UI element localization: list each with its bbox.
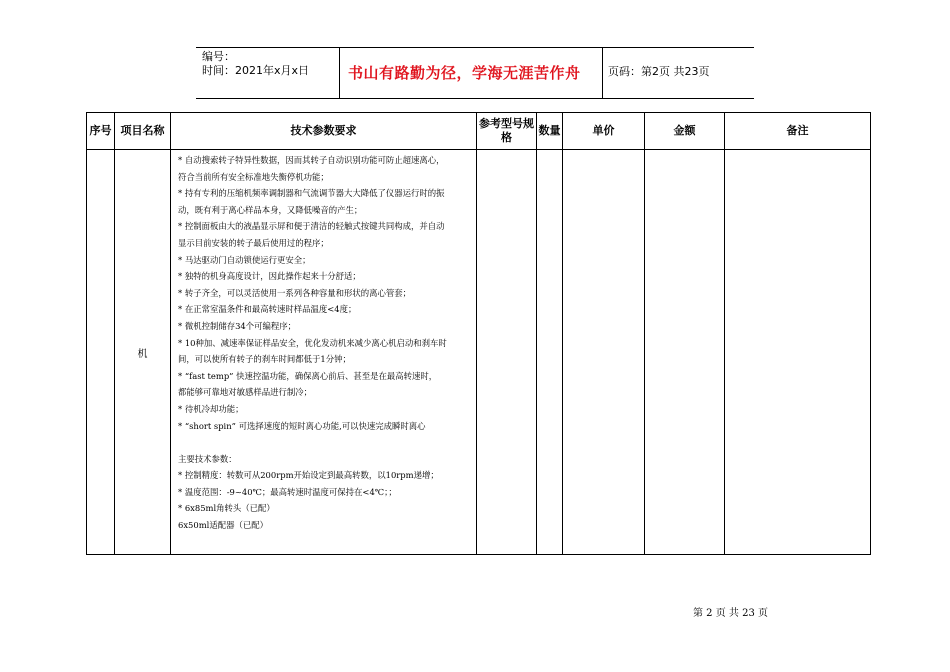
document-header <box>196 47 754 99</box>
spec-line: 都能够可靠地对敏感样品进行制冷； <box>178 387 312 398</box>
table-row <box>87 150 871 555</box>
spec-line: * “fast temp” 快速控温功能，确保离心前后、甚至是在最高转速时， <box>178 370 438 381</box>
spec-line <box>178 434 472 451</box>
spec-line: * “short spin” 可选择速度的短时离心功能,可以快速完成瞬时离心 <box>178 420 426 431</box>
header-motto: 书山有路勤为径，学海无涯苦作舟 <box>348 64 581 82</box>
col-model-header: 参考型号规格 <box>477 113 537 150</box>
amount-cell <box>645 150 725 555</box>
col-amount-header: 金额 <box>645 113 725 150</box>
spec-line: * 10种加、减速率保证样品安全，优化发动机来减少离心机启动和刹车时 <box>178 337 447 348</box>
page-footer: 第 2 页 共 23 页 <box>693 608 768 619</box>
spec-line: 动，既有利于离心样品本身，又降低噪音的产生； <box>178 204 363 215</box>
spec-lines <box>171 150 476 534</box>
remark-cell <box>725 150 871 555</box>
spec-line: * 在正常室温条件和最高转速时样品温度<4度； <box>178 304 357 315</box>
spec-line: * 独特的机身高度设计，因此操作起来十分舒适； <box>178 271 361 282</box>
spec-line: * 转子齐全，可以灵活使用一系列各种容量和形状的离心管套； <box>178 287 411 298</box>
table-header-row <box>87 113 871 150</box>
spec-line: * 控制精度：转数可从200rpm开始设定到最高转数，以10rpm递增； <box>178 470 439 481</box>
seq-cell <box>87 150 115 555</box>
spec-line: * 温度范围：-9~40℃；最高转速时温度可保持在<4℃；； <box>178 486 397 497</box>
spec-line: * 自动搜索转子特异性数据，因而其转子自动识别功能可防止超速离心， <box>178 155 445 165</box>
number-label: 编号： <box>202 50 235 63</box>
spec-table <box>86 112 871 555</box>
header-meta <box>202 50 309 78</box>
spec-line: * 马达驱动门自动锁使运行更安全； <box>178 254 311 265</box>
spec-line: * 持有专利的压缩机频率调制器和气流调节器大大降低了仪器运行时的振 <box>178 188 445 199</box>
spec-line: 符合当前所有安全标准地失衡停机功能； <box>178 171 329 182</box>
spec-line: 主要技术参数： <box>178 453 237 464</box>
col-qty-header: 数量 <box>537 113 563 150</box>
spec-line: * 待机冷却功能； <box>178 403 244 414</box>
time-label: 时间：2021年x月x日 <box>202 64 310 77</box>
col-price-header: 单价 <box>563 113 645 150</box>
col-spec-header: 技术参数要求 <box>171 113 477 150</box>
spec-line: * 6x85ml角转头（已配） <box>178 503 275 514</box>
spec-line: * 微机控制储存34个可编程序； <box>178 320 297 331</box>
col-name-header: 项目名称 <box>115 113 171 150</box>
item-name-cell: 机 <box>115 150 171 555</box>
header-divider <box>602 48 603 98</box>
header-page-info: 页码：第2页 共23页 <box>608 65 710 78</box>
spec-cell <box>171 150 477 555</box>
col-seq-header: 序号 <box>87 113 115 150</box>
price-cell <box>563 150 645 555</box>
model-cell <box>477 150 537 555</box>
spec-line: * 控制面板由大的液晶显示屏和便于清洁的轻触式按键共同构成，并自动 <box>178 221 445 232</box>
spec-line: 6x50ml适配器（已配） <box>178 520 268 531</box>
col-remark-header: 备注 <box>725 113 871 150</box>
spec-line: 显示目前安装的转子最后使用过的程序； <box>178 237 329 248</box>
header-divider <box>339 48 340 98</box>
spec-line: 间，可以使所有转子的刹车时间都低于1分钟； <box>178 354 351 365</box>
qty-cell <box>537 150 563 555</box>
